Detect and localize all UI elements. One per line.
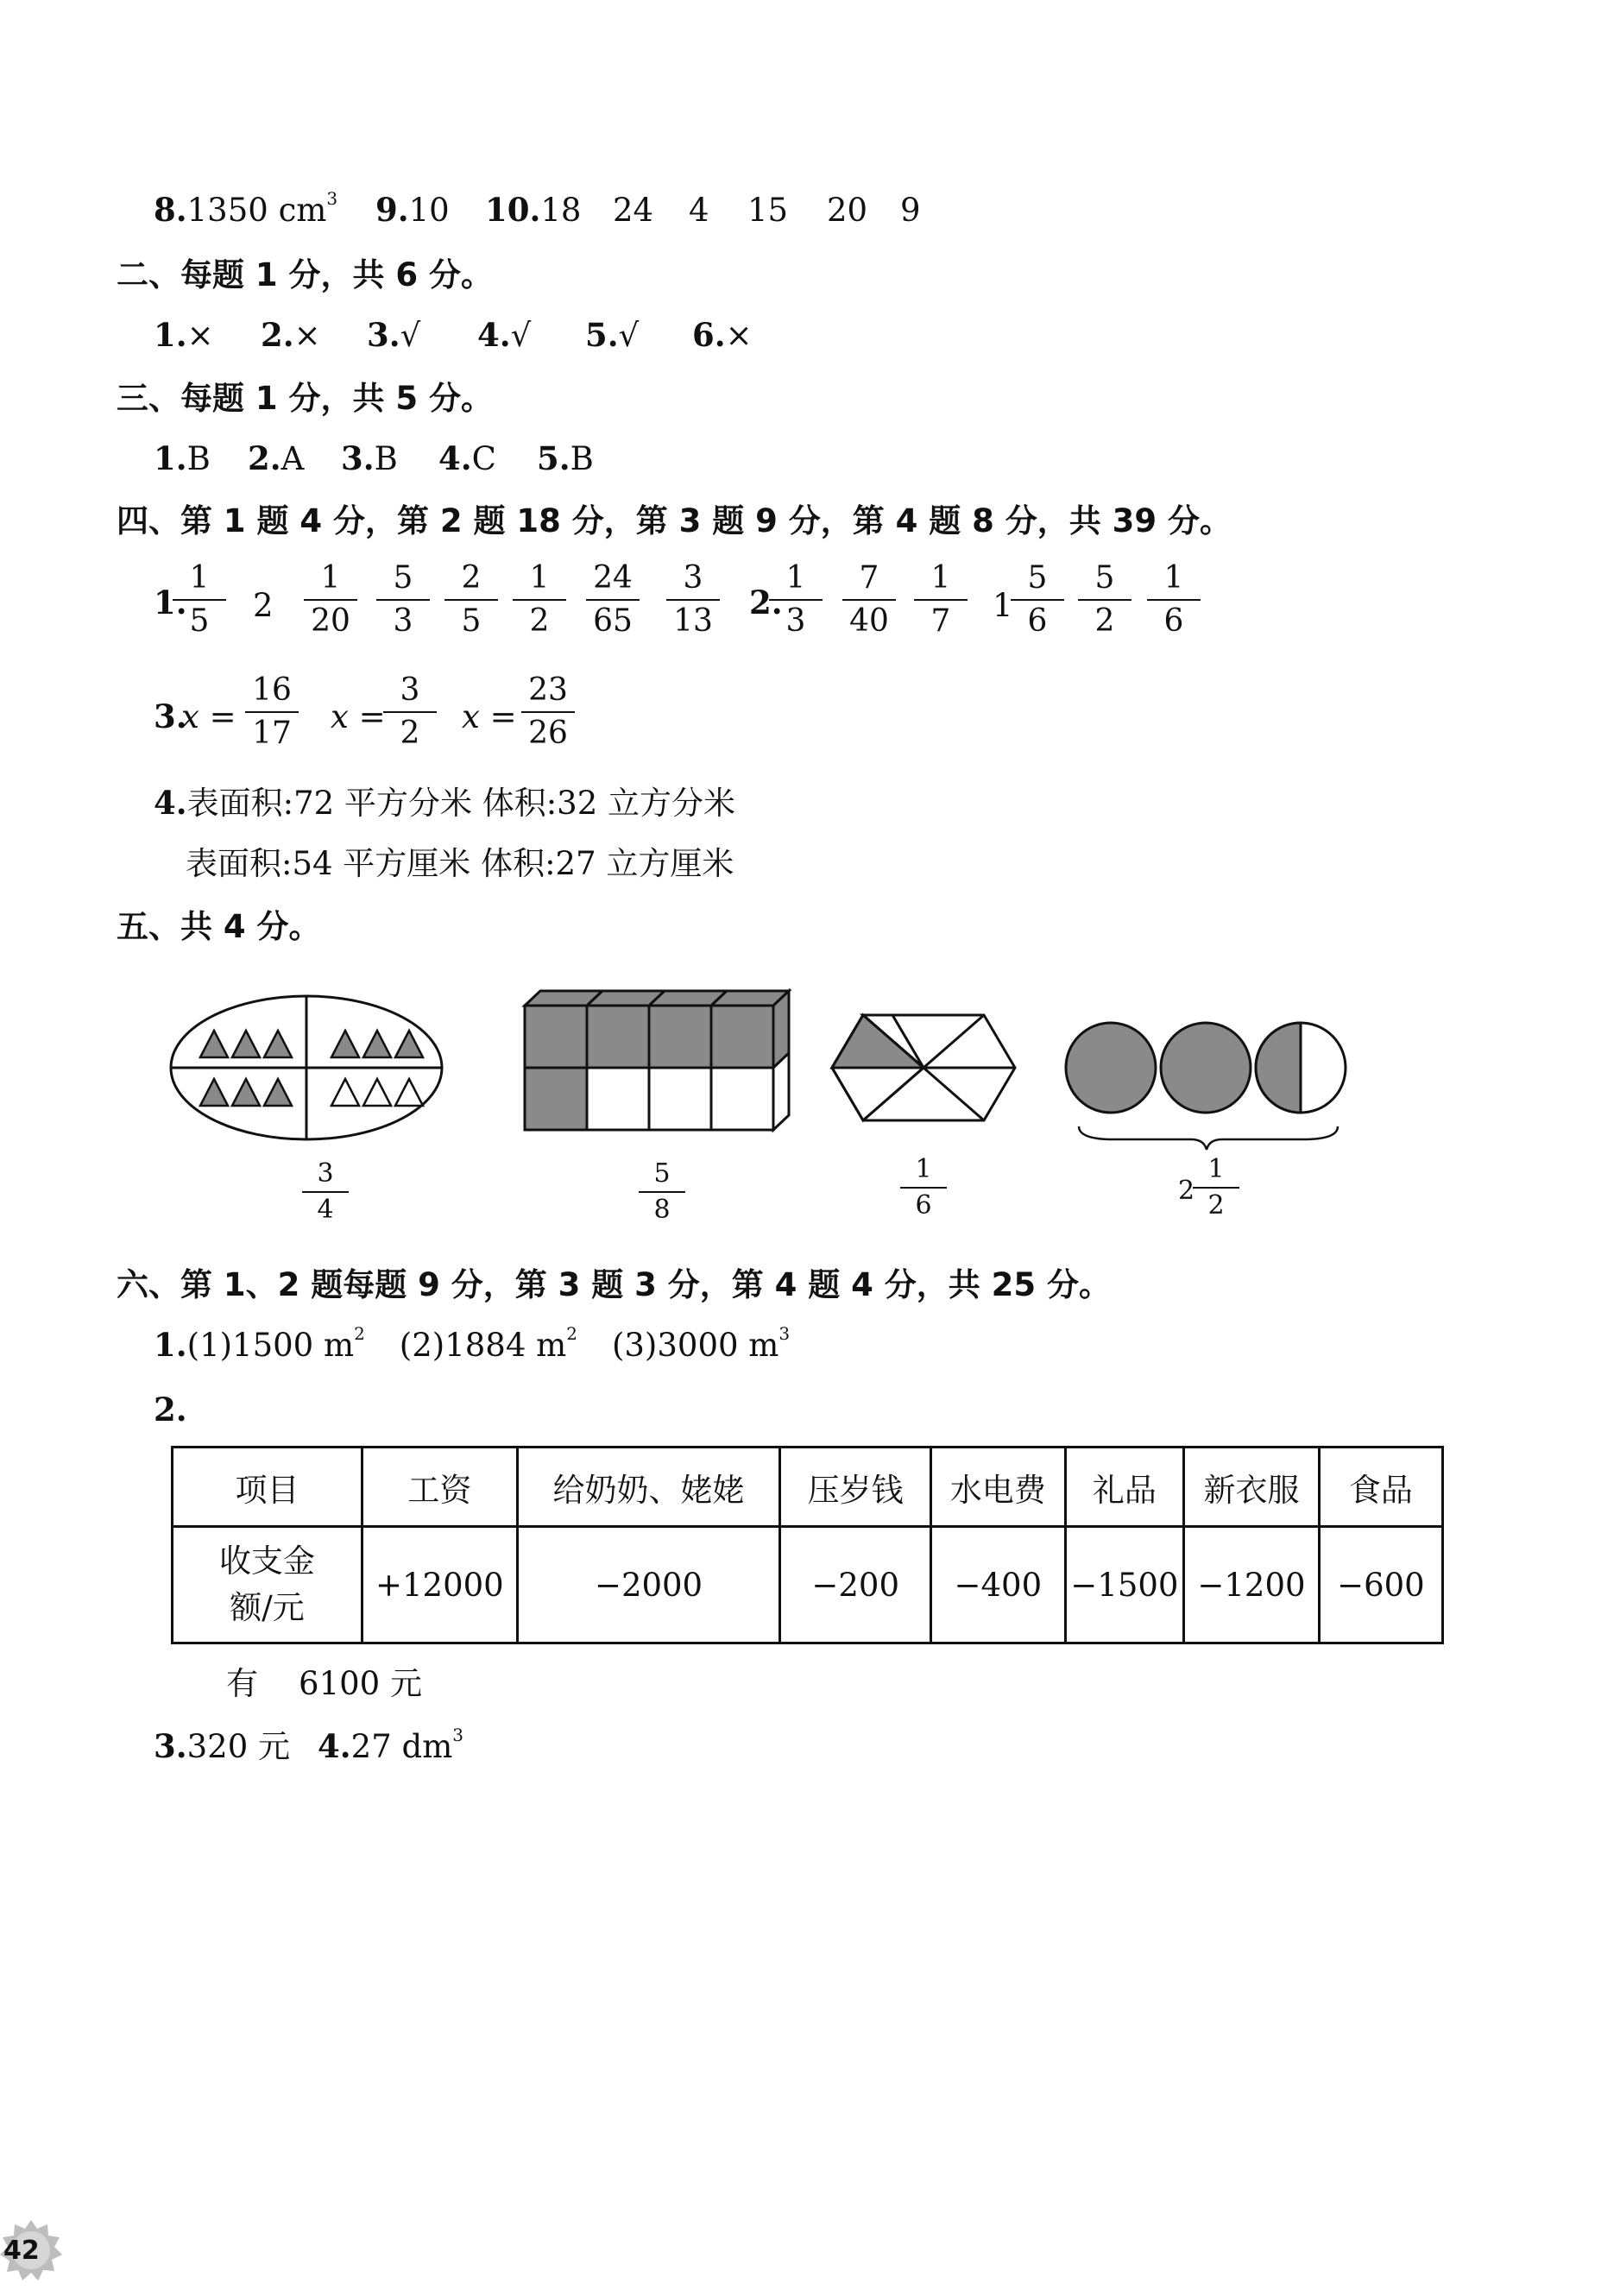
frac-den: 2 [1207, 1190, 1225, 1221]
frac-den: 2 [529, 603, 550, 639]
s6-q1-line [154, 1322, 791, 1364]
frac-bar [1011, 599, 1064, 601]
figure-label-4-whole: 2 [1178, 1176, 1195, 1206]
q10-value-2: 24 [613, 192, 654, 229]
frac-bar [900, 1187, 947, 1189]
ellipse-triangles-figure [171, 996, 442, 1139]
table-header-cell: 项目 [173, 1448, 362, 1527]
table-cell: −1200 [1184, 1527, 1320, 1643]
s2-a4-val: √ [510, 317, 532, 354]
s4-q1-whole: 2 [253, 587, 274, 624]
frac-bar [383, 711, 437, 713]
s4-q2-frac-3 [911, 560, 971, 639]
frac-num: 1 [785, 560, 806, 596]
s4-q2-frac-2 [839, 560, 899, 639]
frac-den: 26 [528, 716, 568, 751]
table-cell: +12000 [362, 1527, 518, 1643]
table-cell: −400 [931, 1527, 1066, 1643]
table-row [173, 1527, 1443, 1643]
frac-den: 5 [189, 603, 210, 639]
frac-num: 1 [1207, 1154, 1225, 1184]
table-cell: −2000 [517, 1527, 780, 1643]
table-header-cell: 新衣服 [1184, 1448, 1320, 1527]
frac-bar [666, 599, 720, 601]
s2-a5-num: 5. [585, 316, 619, 354]
row-label-line-2: 额/元 [230, 1589, 305, 1626]
s4-q1-frac-5 [509, 560, 570, 639]
s3-a1-val: B [186, 440, 211, 477]
frac-num: 7 [859, 560, 879, 596]
frac-den: 13 [673, 603, 713, 639]
q10-value-1: 18 [540, 192, 582, 229]
s4-q1-frac-6 [583, 560, 643, 639]
s2-a3-val: √ [400, 317, 421, 354]
s3-a3-val: B [374, 440, 398, 477]
frac-num: 5 [1027, 560, 1048, 596]
frac-bar [302, 1191, 349, 1193]
frac-num: 5 [653, 1158, 671, 1189]
s2-a3-num: 3. [367, 316, 400, 354]
frac-bar [1078, 599, 1131, 601]
frac-bar [769, 599, 823, 601]
s6-q4-sup: 3 [452, 1724, 464, 1745]
circles-figure [1066, 1023, 1346, 1150]
s6-q1-number: 1. [154, 1326, 187, 1364]
frac-num: 1 [1163, 560, 1184, 596]
table-row-label [173, 1527, 362, 1643]
frac-num: 3 [683, 560, 703, 596]
frac-bar [914, 599, 968, 601]
frac-num: 5 [1094, 560, 1115, 596]
frac-num: 1 [915, 1154, 932, 1184]
s3-a1-num: 1. [154, 439, 187, 477]
s3-a4-val: C [471, 440, 496, 477]
s6-q1-part-3: (3)3000 m [611, 1327, 779, 1364]
s6-q2-result: 有 6100 元 [226, 1665, 422, 1702]
s4-q3-eq3-lhs: x = [462, 698, 517, 735]
section-4-heading: 四、第 1 题 4 分，第 2 题 18 分，第 3 题 9 分，第 4 题 8 分，共 39 分。 [117, 502, 1232, 539]
s4-q4-line-1 [154, 784, 736, 822]
s3-a2-val: A [281, 440, 305, 477]
s4-q4-line-2: 表面积:54 平方厘米 体积:27 立方厘米 [186, 845, 734, 882]
frac-bar [173, 599, 226, 601]
s4-q3-eq1-frac [242, 672, 302, 751]
s2-a4-num: 4. [477, 316, 511, 354]
frac-den: 40 [849, 603, 889, 639]
frac-num: 5 [393, 560, 413, 596]
frac-den: 7 [930, 603, 951, 639]
frac-bar [245, 711, 299, 713]
frac-bar [444, 599, 498, 601]
income-expense-table [171, 1446, 1444, 1644]
figure-label-2 [632, 1158, 692, 1225]
table-header-cell: 工资 [362, 1448, 518, 1527]
s6-q1-part-3-sup: 3 [778, 1322, 791, 1344]
figure-label-4-frac [1186, 1154, 1246, 1221]
s2-a6-num: 6. [692, 316, 726, 354]
figure-label-1 [295, 1158, 356, 1225]
table-header-cell: 给奶奶、姥姥 [517, 1448, 780, 1527]
s6-q2-number: 2. [154, 1391, 187, 1429]
s4-q2-frac-1 [766, 560, 826, 639]
section-2-heading: 二、每题 1 分，共 6 分。 [117, 256, 494, 293]
s4-q2-mixed-whole: 1 [993, 587, 1013, 624]
frac-den: 3 [785, 603, 806, 639]
table-cell: −1500 [1065, 1527, 1184, 1643]
s4-q1-frac-3 [373, 560, 433, 639]
s4-q3-number: 3. [154, 697, 187, 735]
table-cell: −600 [1319, 1527, 1442, 1643]
row-label-line-1: 收支金 [219, 1542, 316, 1580]
frac-den: 4 [317, 1195, 334, 1225]
s2-a1-val: × [186, 317, 214, 354]
frac-num: 16 [252, 672, 292, 708]
q9-value: 10 [408, 192, 450, 229]
frac-bar [1193, 1187, 1239, 1189]
frac-num: 1 [189, 560, 210, 596]
s4-q1-frac-2 [300, 560, 361, 639]
s6-q3-number: 3. [154, 1727, 187, 1765]
frac-den: 5 [461, 603, 482, 639]
s4-q1-frac-7 [663, 560, 723, 639]
s4-q2-number: 2. [749, 583, 783, 621]
frac-bar [513, 599, 566, 601]
table-header-row [173, 1448, 1443, 1527]
q8-value: 1350 cm [186, 192, 327, 229]
s4-q3-eq1-lhs: x = [181, 698, 236, 735]
q10-value-4: 15 [747, 192, 789, 229]
s3-a2-num: 2. [248, 439, 281, 477]
frac-bar [639, 1191, 685, 1193]
s4-q4-number: 4. [154, 784, 187, 822]
s2-a6-val: × [725, 317, 753, 354]
frac-bar [586, 599, 640, 601]
table-cell: −200 [780, 1527, 931, 1643]
s6-q1-part-2-sup: 2 [566, 1322, 577, 1344]
table-header-cell: 水电费 [931, 1448, 1066, 1527]
frac-num: 1 [320, 560, 341, 596]
s6-q1-part-1: (1)1500 m [186, 1327, 355, 1364]
table-header-cell: 礼品 [1065, 1448, 1184, 1527]
s3-a5-val: B [570, 440, 594, 477]
s4-q4-text-1: 表面积:72 平方分米 体积:32 立方分米 [186, 785, 736, 822]
s2-a5-val: √ [618, 317, 640, 354]
page-number: 42 [3, 2236, 40, 2266]
q9-number: 9. [375, 191, 409, 229]
q10-value-3: 4 [689, 192, 709, 229]
q8-number: 8. [154, 191, 187, 229]
frac-num: 2 [461, 560, 482, 596]
s4-q3-eq2-frac [380, 672, 440, 751]
frac-den: 20 [311, 603, 350, 639]
s4-q3-eq2-lhs: x = [331, 698, 386, 735]
frac-num: 1 [930, 560, 951, 596]
frac-bar [1147, 599, 1201, 601]
frac-num: 3 [317, 1158, 334, 1189]
frac-bar [521, 711, 575, 713]
frac-den: 6 [1163, 603, 1184, 639]
frac-den: 6 [915, 1190, 932, 1221]
frac-den: 3 [393, 603, 413, 639]
section-5-heading: 五、共 4 分。 [117, 908, 321, 945]
s4-q2-mixed-frac [1007, 560, 1068, 639]
table-header-cell: 压岁钱 [780, 1448, 931, 1527]
s6-q4-value: 27 dm [350, 1728, 453, 1765]
s2-a1-num: 1. [154, 316, 187, 354]
frac-den: 2 [1094, 603, 1115, 639]
s3-a3-num: 3. [341, 439, 375, 477]
q10-number: 10. [485, 191, 541, 229]
frac-num: 3 [400, 672, 420, 708]
frac-den: 6 [1027, 603, 1048, 639]
s6-q4-number: 4. [318, 1727, 351, 1765]
s6-q1-part-1-sup: 2 [354, 1322, 365, 1344]
frac-bar [376, 599, 430, 601]
s2-a2-val: × [293, 317, 321, 354]
s6-q3-q4-line [154, 1724, 464, 1765]
s6-q1-part-2: (2)1884 m [399, 1327, 567, 1364]
frac-den: 8 [653, 1195, 671, 1225]
frac-num: 24 [593, 560, 633, 596]
q8-sup: 3 [326, 187, 338, 209]
figure-label-3 [893, 1154, 954, 1221]
s4-q1-frac-1 [169, 560, 230, 639]
s4-q2-frac-5 [1144, 560, 1204, 639]
s6-q3-value: 320 元 [186, 1728, 291, 1765]
frac-bar [842, 599, 896, 601]
table-header-cell: 食品 [1319, 1448, 1442, 1527]
frac-den: 2 [400, 716, 420, 751]
frac-bar [304, 599, 357, 601]
s4-q2-frac-4 [1075, 560, 1135, 639]
q10-value-6: 9 [900, 192, 921, 229]
frac-num: 23 [528, 672, 568, 708]
q10-value-5: 20 [827, 192, 868, 229]
s4-q1-number: 1. [154, 583, 187, 621]
s2-a2-num: 2. [261, 316, 294, 354]
section-3-heading: 三、每题 1 分，共 5 分。 [117, 380, 494, 417]
s3-a5-num: 5. [537, 439, 570, 477]
s4-q3-eq3-frac [518, 672, 578, 751]
frac-den: 17 [252, 716, 292, 751]
frac-den: 65 [593, 603, 633, 639]
s3-a4-num: 4. [438, 439, 472, 477]
cube-block-figure [525, 991, 789, 1130]
frac-num: 1 [529, 560, 550, 596]
s4-q1-frac-4 [441, 560, 501, 639]
hexagon-figure [832, 1015, 1015, 1120]
section-6-heading: 六、第 1、2 题每题 9 分，第 3 题 3 分，第 4 题 4 分，共 25 分。 [117, 1266, 1112, 1303]
